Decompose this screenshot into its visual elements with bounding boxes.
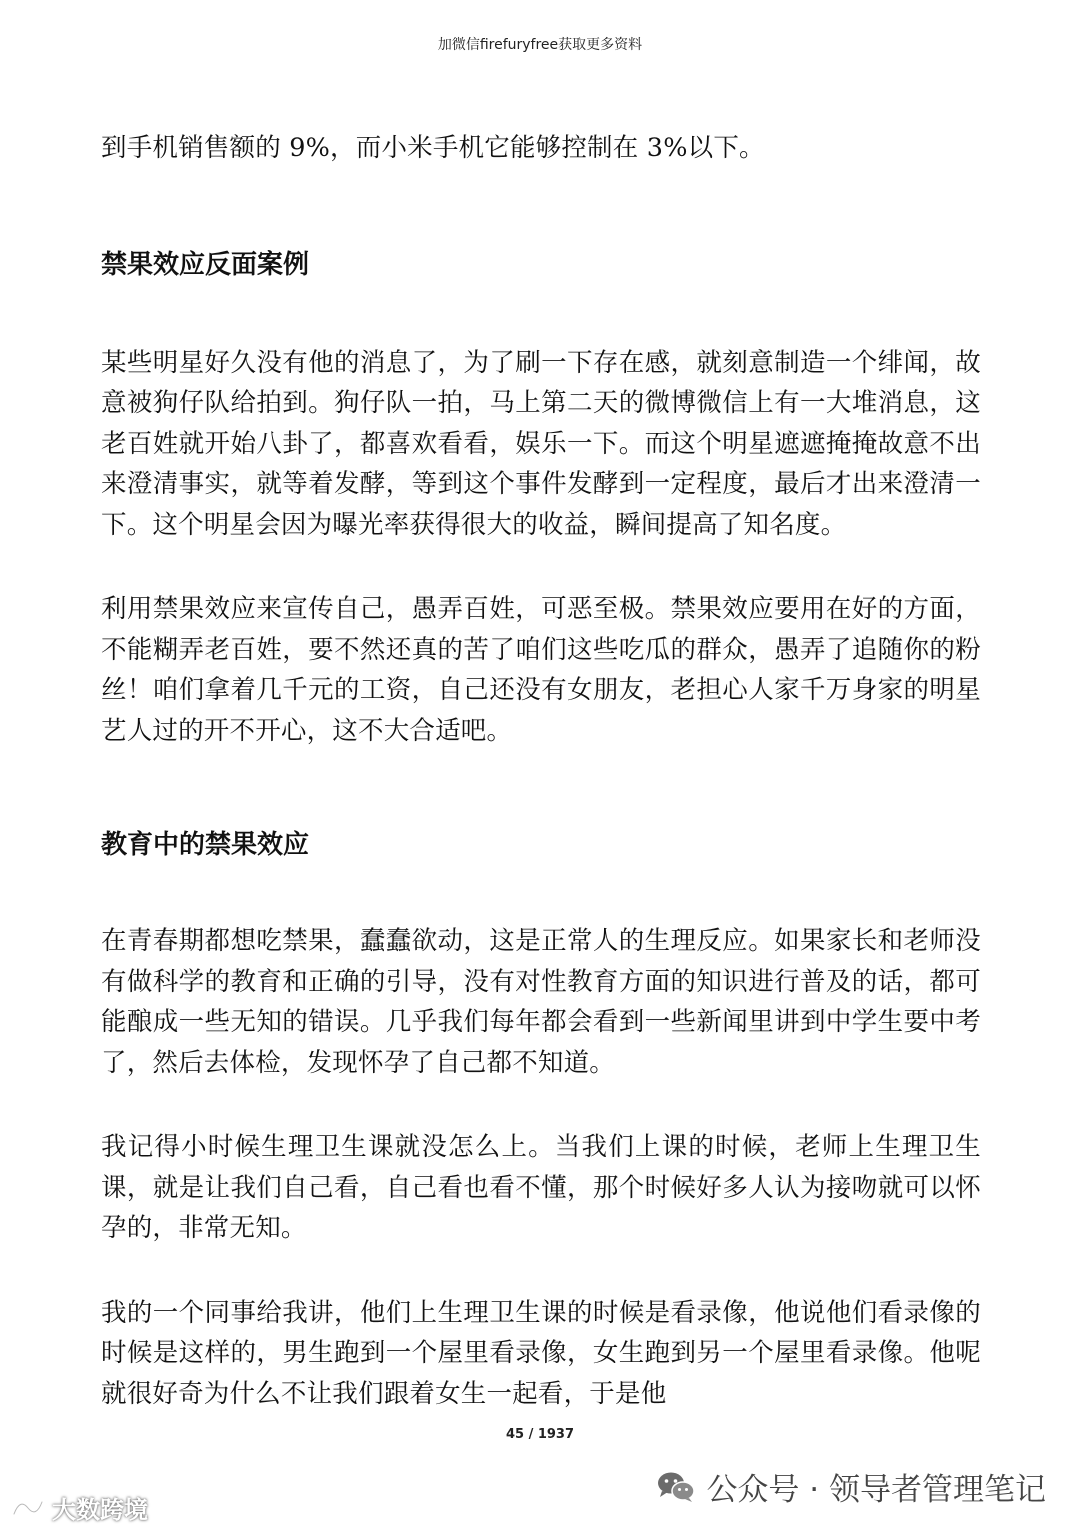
watermark-right (656, 1464, 1046, 1509)
document-body (101, 128, 981, 1414)
section-heading-negative-case: 禁果效应反面案例 (101, 249, 310, 280)
paragraph-criticism: 利用禁果效应来宣传自己，愚弄百姓，可恶至极。禁果效应要用在好的方面，不能糊弄老百姓，要不然还真的苦了咱们这些吃瓜的群众，愚弄了追随你的粉丝！咱们拿着几千元的工资，自己还没有女朋友，老担心人家千万身家的明星艺人过的开不开心，这不大合适吧。 (101, 594, 981, 746)
page-header: 加微信firefuryfree获取更多资料 (437, 37, 643, 53)
page-number: 45 / 1937 (505, 1427, 575, 1442)
watermark-right-text: 公众号 · 领导者管理笔记 (706, 1472, 1046, 1508)
paragraph-continuation: 到手机销售额的 9%，而小米手机它能够控制在 3%以下。 (101, 133, 765, 163)
section-heading-education: 教育中的禁果效应 (101, 830, 310, 860)
paragraph-celebrity: 某些明星好久没有他的消息了，为了刷一下存在感，就刻意制造一个绯闻，故意被狗仔队给拍到。狗仔队一拍，马上第二天的微博微信上有一大堆消息，这老百姓就开始八卦了，都喜欢看看，娱乐一下。而这个明星遮遮掩掩故意不出来澄清事实，就等着发酵，等到这个事件发酵到一定程度，最后才出来澄清一下。这个明星会因为曝光率获得很大的收益，瞬间提高了知名度。 (101, 347, 981, 540)
paragraph-adolescence: 在青春期都想吃禁果，蠢蠢欲动，这是正常人的生理反应。如果家长和老师没有做科学的教育和正确的引导，没有对性教育方面的知识进行普及的话，都可能酿成一些无知的错误。几乎我们每年都会看到一些新闻里讲到中学生要中考了，然后去体检，发现怀孕了自己都不知道。 (101, 926, 981, 1078)
paragraph-colleague-story: 我的一个同事给我讲，他们上生理卫生课的时候是看录像，他说他们看录像的时候是这样的，男生跑到一个屋里看录像，女生跑到另一个屋里看录像。他呢就很好奇为什么不让我们跟着女生一起看，于是他 (101, 1297, 981, 1409)
data-logo-icon (10, 1496, 46, 1520)
wechat-icon (656, 1470, 696, 1504)
watermark-left (10, 1490, 148, 1525)
paragraph-hygiene-class: 我记得小时候生理卫生课就没怎么上。当我们上课的时候，老师上生理卫生课，就是让我们自己看，自己看也看不懂，那个时候好多人认为接吻就可以怀孕的，非常无知。 (101, 1132, 981, 1243)
watermark-left-text: 大数跨境 (52, 1496, 148, 1524)
